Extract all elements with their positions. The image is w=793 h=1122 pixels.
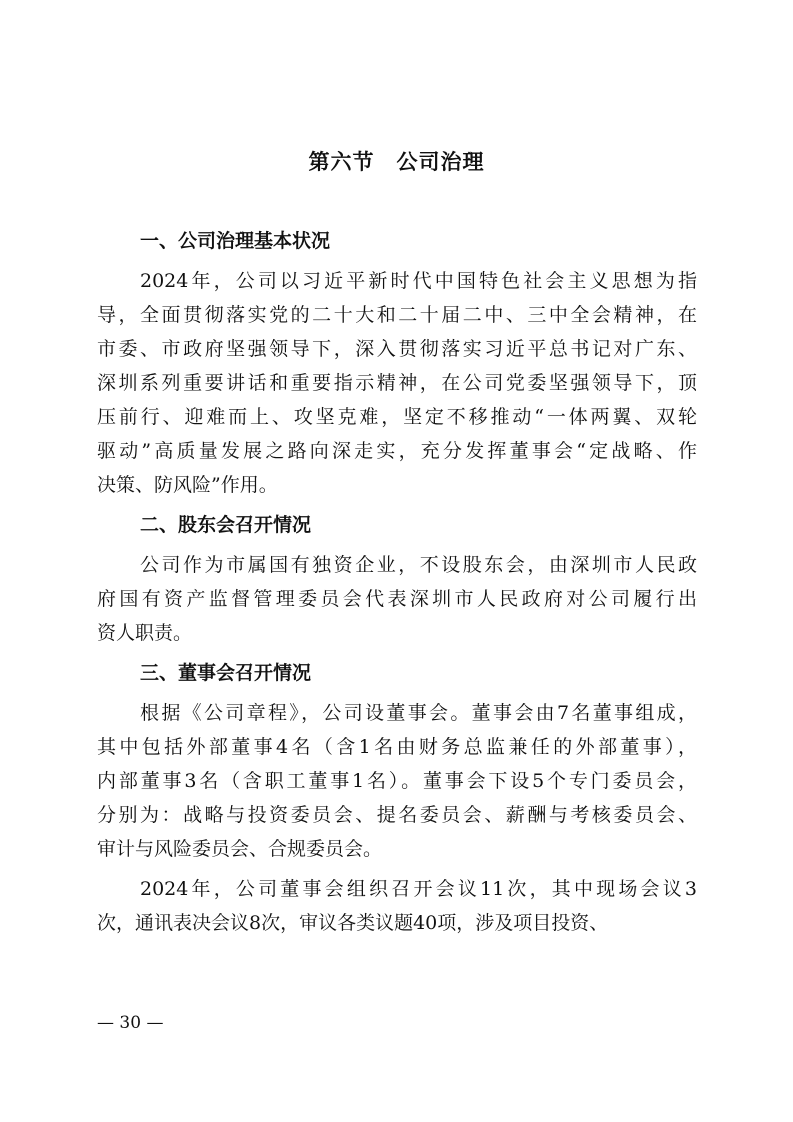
paragraph-line: 2024年，公司董事会组织召开会议11次，其中现场会议3: [140, 878, 697, 900]
paragraph-line: 次，通讯表决会议8次，审议各类议题40项，涉及项目投资、: [97, 912, 609, 934]
paragraph-line: 分别为：战略与投资委员会、提名委员会、薪酬与考核委员会、: [97, 804, 697, 826]
paragraph-line: 公司作为市属国有独资企业，不设股东会，由深圳市人民政: [140, 554, 697, 576]
document-body: [97, 224, 697, 946]
section-heading: 二、股东会召开情况: [140, 514, 312, 536]
paragraph-line: 根据《公司章程》，公司设董事会。董事会由7名董事组成，: [140, 702, 697, 724]
paragraph-line: 驱动”高质量发展之路向深走实，充分发挥董事会“定战略、作: [97, 440, 697, 462]
paragraph-line: 审计与风险委员会、合规委员会。: [97, 838, 383, 860]
page-number: — 30 —: [97, 1013, 164, 1033]
paragraph: [97, 264, 697, 502]
paragraph-line: 资人职责。: [97, 622, 193, 644]
paragraph-line: 其中包括外部董事4名（含1名由财务总监兼任的外部董事），: [97, 736, 697, 758]
paragraph-line: 决策、防风险”作用。: [97, 474, 278, 496]
paragraph-line: 2024年，公司以习近平新时代中国特色社会主义思想为指: [140, 270, 697, 292]
paragraph-line: 深圳系列重要讲话和重要指示精神，在公司党委坚强领导下，顶: [97, 372, 697, 394]
paragraph-line: 导，全面贯彻落实党的二十大和二十届二中、三中全会精神，在: [97, 304, 697, 326]
paragraph: [97, 872, 697, 940]
paragraph-line: 府国有资产监督管理委员会代表深圳市人民政府对公司履行出: [97, 588, 697, 610]
paragraph-line: 压前行、迎难而上、攻坚克难，坚定不移推动“一体两翼、双轮: [97, 406, 697, 428]
paragraph: [97, 548, 697, 650]
section-heading: 三、董事会召开情况: [140, 662, 312, 684]
section-title: 第六节 公司治理: [308, 150, 485, 174]
paragraph-line: 内部董事3名（含职工董事1名）。董事会下设5个专门委员会，: [97, 770, 697, 792]
paragraph-line: 市委、市政府坚强领导下，深入贯彻落实习近平总书记对广东、: [97, 338, 697, 360]
section-heading: 一、公司治理基本状况: [140, 230, 331, 252]
paragraph: [97, 696, 697, 866]
